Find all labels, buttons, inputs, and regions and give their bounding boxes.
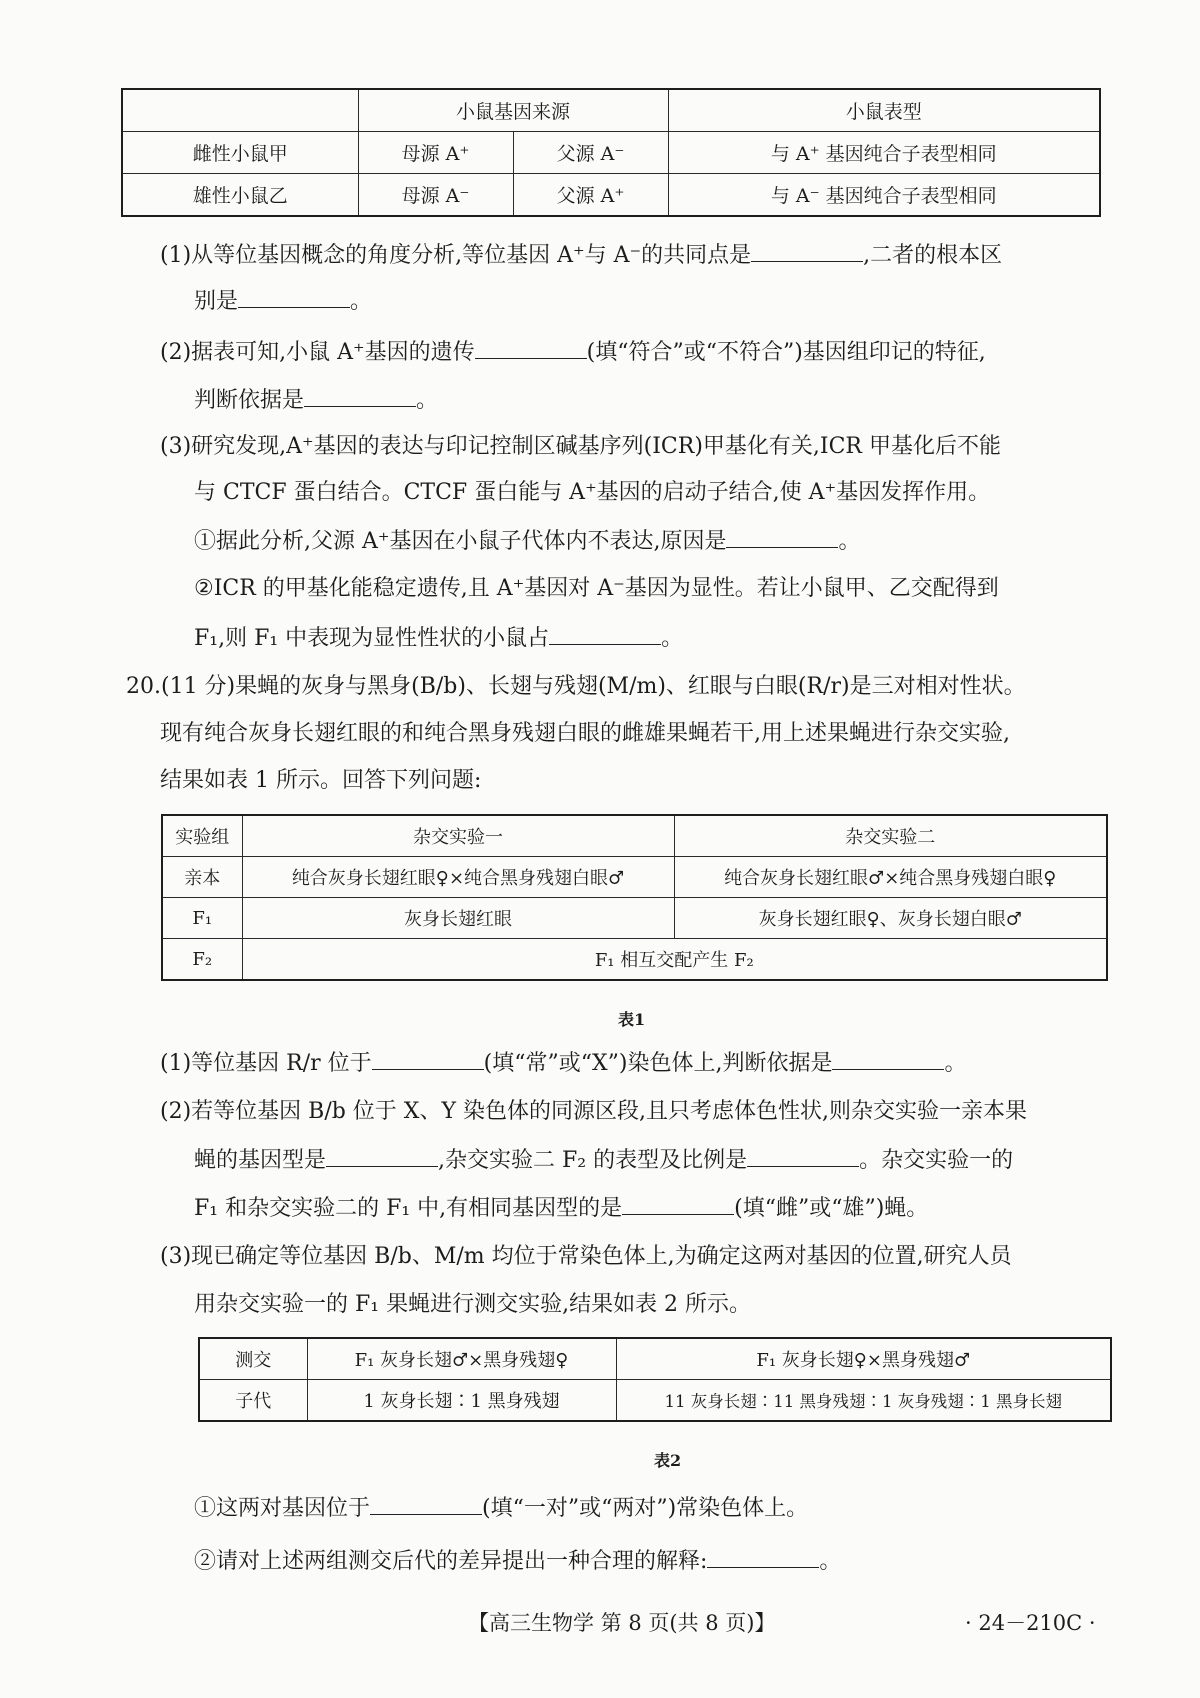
mouse-gene-table <box>121 88 1101 217</box>
answer-blank[interactable] <box>326 1146 438 1167</box>
q20-part3-sub1 <box>194 1494 808 1523</box>
text: ②请对上述两组测交后代的差异提出一种合理的解释: <box>194 1549 708 1574</box>
answer-blank[interactable] <box>726 527 838 548</box>
q20-part3-line1 <box>160 1243 1012 1271</box>
table-cell: 雌性小鼠甲 <box>122 132 358 174</box>
text: ,二者的根本区 <box>863 243 1003 268</box>
text: (2)若等位基因 B/b 位于 X、Y 染色体的同源区段,且只考虑体色性状,则杂交实验一亲本果 <box>160 1099 1027 1124</box>
table-cell: 灰身长翅红眼♀、灰身长翅白眼♂ <box>674 898 1107 939</box>
q20-part2-line3 <box>194 1194 928 1223</box>
answer-blank[interactable] <box>372 1049 484 1070</box>
text: (3)现已确定等位基因 B/b、M/m 均位于常染色体上,为确定这两对基因的位置,研究人员 <box>160 1244 1012 1269</box>
cross-experiment-table <box>161 814 1108 981</box>
q19-part3-sub2-line2 <box>194 624 683 653</box>
table-cell: 灰身长翅红眼 <box>242 898 674 939</box>
text: 20.(11 分)果蝇的灰身与黑身(B/b)、长翅与残翅(M/m)、红眼与白眼(R/r)是三对相对性状。 <box>126 674 1026 699</box>
q20-intro-line1 <box>126 673 1026 701</box>
text: 蝇的基因型是 <box>194 1148 327 1173</box>
table-cell: 杂交实验二 <box>674 815 1107 857</box>
table-cell: 实验组 <box>162 815 242 857</box>
q20-part2-line1 <box>160 1098 1027 1126</box>
table-row <box>162 939 1107 981</box>
text: F₁ 和杂交实验二的 F₁ 中,有相同基因型的是 <box>194 1196 623 1221</box>
text: 现有纯合灰身长翅红眼的和纯合黑身残翅白眼的雌雄果蝇若干,用上述果蝇进行杂交实验, <box>160 721 1010 746</box>
table-cell: 杂交实验一 <box>242 815 674 857</box>
text: ①据此分析,父源 A⁺基因在小鼠子代体内不表达,原因是 <box>194 529 727 554</box>
text: (2)据表可知,小鼠 A⁺基因的遗传 <box>160 340 475 365</box>
text: (填“一对”或“两对”)常染色体上。 <box>482 1496 809 1521</box>
table-cell: F₁ <box>162 898 242 939</box>
answer-blank[interactable] <box>370 1494 482 1515</box>
table-header-gene-source: 小鼠基因来源 <box>358 89 668 132</box>
table-cell: 父源 A⁻ <box>513 132 668 174</box>
q19-part2-line1 <box>160 338 986 367</box>
text: 。 <box>661 626 684 651</box>
text: 与 CTCF 蛋白结合。CTCF 蛋白能与 A⁺基因的启动子结合,使 A⁺基因发挥作用。 <box>194 480 991 505</box>
q20-part3-sub2 <box>194 1547 841 1576</box>
table-cell: 子代 <box>199 1380 307 1422</box>
table-cell: 1 灰身长翅∶1 黑身残翅 <box>307 1380 616 1422</box>
table-cell: 亲本 <box>162 857 242 898</box>
q19-part3-line1 <box>160 433 1001 461</box>
text: 。 <box>819 1549 842 1574</box>
table-cell: F₁ 相互交配产生 F₂ <box>242 939 1107 981</box>
answer-blank[interactable] <box>707 1547 819 1568</box>
text: 别是 <box>194 289 239 314</box>
text: (填“常”或“X”)染色体上,判断依据是 <box>483 1051 833 1076</box>
answer-blank[interactable] <box>751 241 863 262</box>
q20-part1 <box>160 1049 966 1078</box>
text: F₁,则 F₁ 中表现为显性性状的小鼠占 <box>194 626 550 651</box>
text: (1)等位基因 R/r 位于 <box>160 1051 372 1076</box>
q19-part1-line2 <box>194 287 372 316</box>
table-cell: F₁ 灰身长翅♂×黑身残翅♀ <box>307 1338 616 1380</box>
table-cell: 测交 <box>199 1338 307 1380</box>
answer-blank[interactable] <box>475 338 587 359</box>
table-cell: F₂ <box>162 939 242 981</box>
q20-intro-line3 <box>160 767 481 795</box>
answer-blank[interactable] <box>549 624 661 645</box>
table-cell: 11 灰身长翅∶11 黑身残翅∶1 灰身残翅∶1 黑身长翅 <box>616 1380 1111 1422</box>
table-row <box>122 132 1100 174</box>
table-row <box>162 815 1107 857</box>
text: (1)从等位基因概念的角度分析,等位基因 A⁺与 A⁻的共同点是 <box>160 243 752 268</box>
table-header-empty <box>122 89 358 132</box>
q19-part3-line2 <box>194 479 990 507</box>
table-cell: 父源 A⁺ <box>513 174 668 217</box>
q20-part2-line2 <box>194 1146 1013 1175</box>
table-cell: 母源 A⁺ <box>358 132 513 174</box>
table-cell: 雄性小鼠乙 <box>122 174 358 217</box>
table-cell: 母源 A⁻ <box>358 174 513 217</box>
text: ②ICR 的甲基化能稳定遗传,且 A⁺基因对 A⁻基因为显性。若让小鼠甲、乙交配得到 <box>194 576 999 601</box>
text: 。 <box>838 529 861 554</box>
table-cell: 与 A⁻ 基因纯合子表型相同 <box>668 174 1100 217</box>
q19-part2-line2 <box>194 386 438 415</box>
text: ,杂交实验二 F₂ 的表型及比例是 <box>438 1148 748 1173</box>
table-cell: 纯合灰身长翅红眼♂×纯合黑身残翅白眼♀ <box>674 857 1107 898</box>
answer-blank[interactable] <box>238 287 350 308</box>
table-cell: F₁ 灰身长翅♀×黑身残翅♂ <box>616 1338 1111 1380</box>
answer-blank[interactable] <box>304 386 416 407</box>
text: (填“雌”或“雄”)蝇。 <box>734 1196 929 1221</box>
text: 结果如表 1 所示。回答下列问题: <box>160 768 482 793</box>
table-row <box>199 1338 1111 1380</box>
paper-code: · 24－210C · <box>965 1611 1096 1635</box>
table2-caption: 表2 <box>654 1451 682 1470</box>
q19-part3-sub2-line1 <box>194 575 999 603</box>
table-cell: 纯合灰身长翅红眼♀×纯合黑身残翅白眼♂ <box>242 857 674 898</box>
text: 。杂交实验一的 <box>859 1148 1014 1173</box>
text: 。 <box>944 1051 967 1076</box>
text: 。 <box>350 289 373 314</box>
table-header-row <box>122 89 1100 132</box>
table-header-phenotype: 小鼠表型 <box>668 89 1100 132</box>
answer-blank[interactable] <box>747 1146 859 1167</box>
table-cell: 与 A⁺ 基因纯合子表型相同 <box>668 132 1100 174</box>
answer-blank[interactable] <box>832 1049 944 1070</box>
table-row <box>199 1380 1111 1422</box>
testcross-table <box>198 1337 1112 1422</box>
text: 用杂交实验一的 F₁ 果蝇进行测交实验,结果如表 2 所示。 <box>194 1292 752 1317</box>
table-row <box>162 898 1107 939</box>
text: ①这两对基因位于 <box>194 1496 371 1521</box>
q20-intro-line2 <box>160 720 1010 748</box>
q19-part3-sub1 <box>194 527 861 556</box>
q19-part1-line1 <box>160 241 1002 270</box>
q20-part3-line2 <box>194 1291 751 1319</box>
page-footer: 【高三生物学 第 8 页(共 8 页)】 <box>468 1611 776 1635</box>
text: 。 <box>416 388 439 413</box>
text: (填“符合”或“不符合”)基因组印记的特征, <box>586 340 986 365</box>
table1-caption: 表1 <box>618 1010 646 1029</box>
text: (3)研究发现,A⁺基因的表达与印记控制区碱基序列(ICR)甲基化有关,ICR 甲基化后不能 <box>160 434 1001 459</box>
table-row <box>162 857 1107 898</box>
answer-blank[interactable] <box>622 1194 734 1215</box>
table-row <box>122 174 1100 217</box>
text: 判断依据是 <box>194 388 305 413</box>
